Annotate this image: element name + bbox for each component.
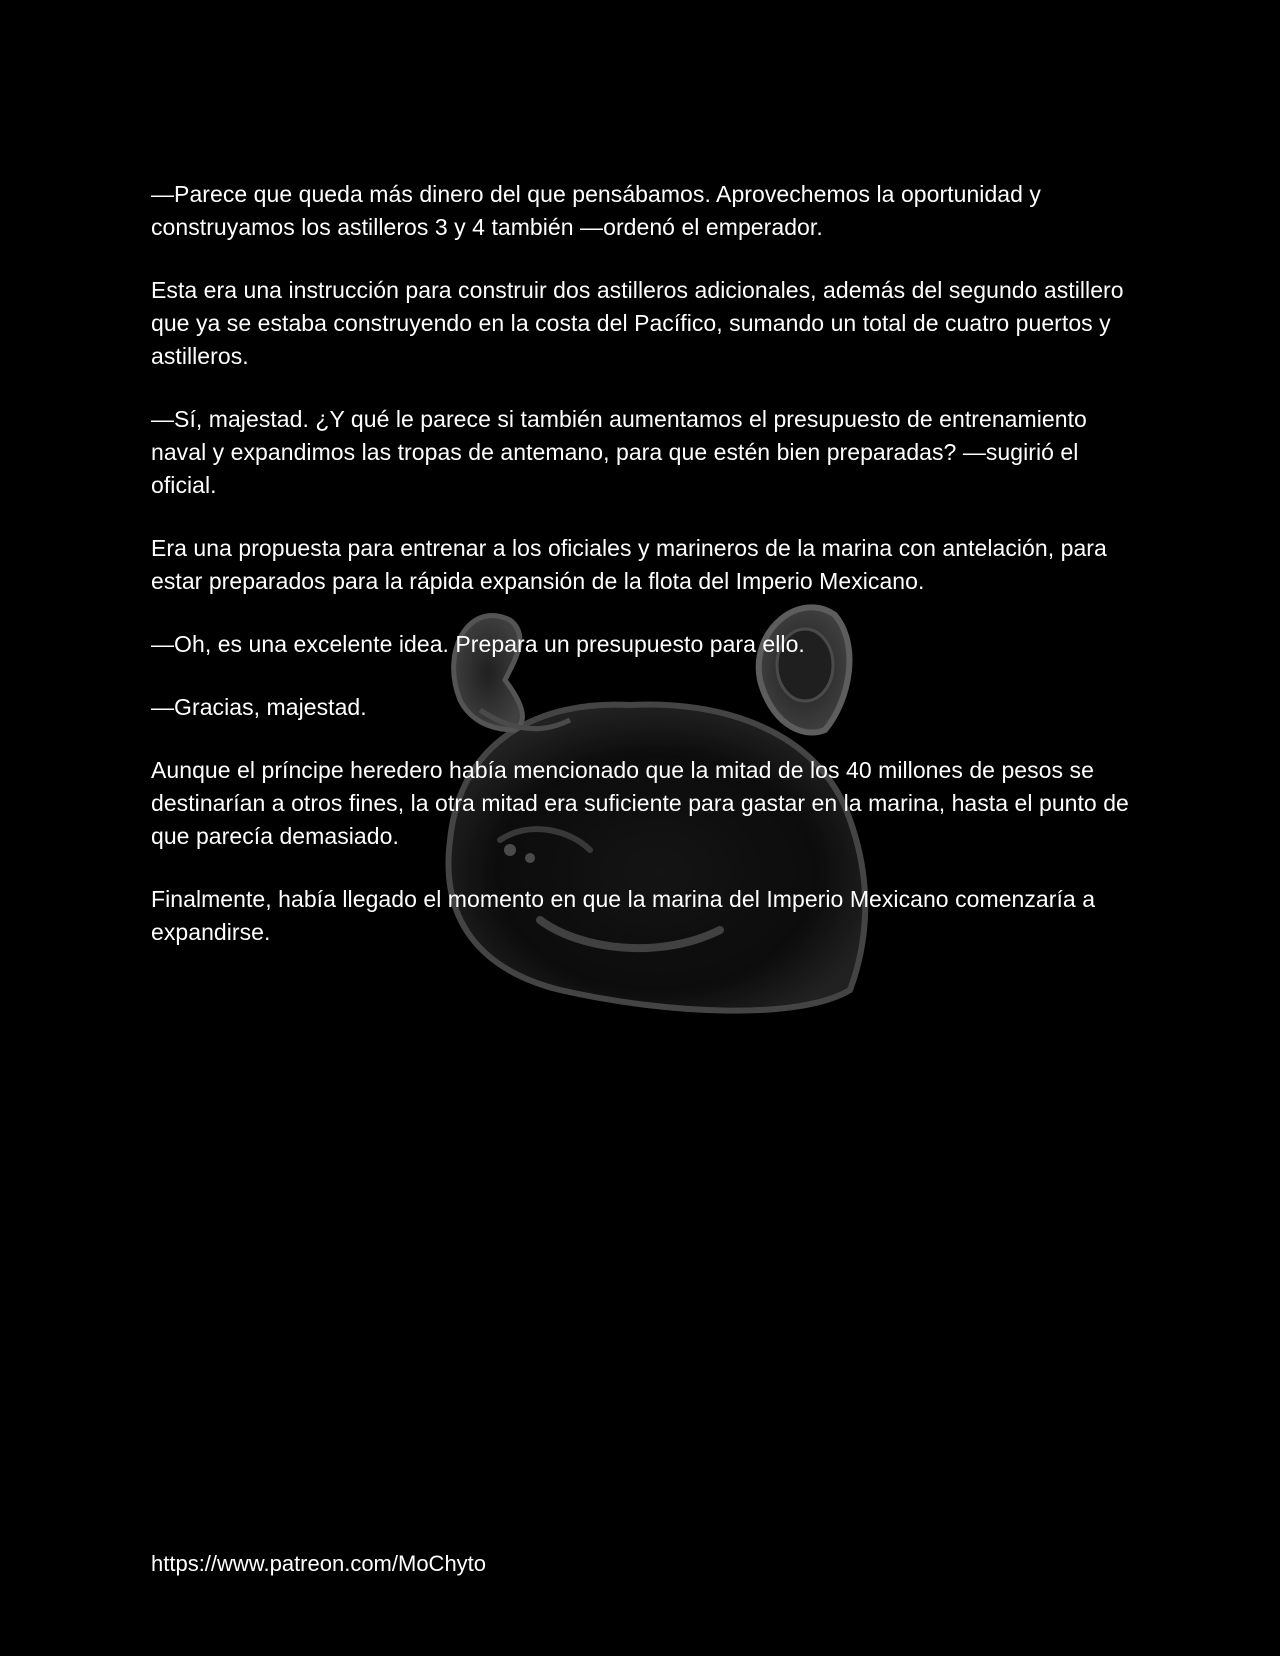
paragraph: Esta era una instrucción para construir dos astilleros adicionales, además del segundo astillero que ya se estaba construyendo en la costa del Pacífico, sumando un total de cuatro puertos y astilleros. <box>151 277 1124 369</box>
paragraph: —Gracias, majestad. <box>151 694 367 720</box>
paragraph: Era una propuesta para entrenar a los oficiales y marineros de la marina con antelación, para estar preparados para la rápida expansión de la flota del Imperio Mexicano. <box>151 535 1107 594</box>
paragraph: Finalmente, había llegado el momento en que la marina del Imperio Mexicano comenzaría a expandirse. <box>151 886 1096 945</box>
paragraph: —Sí, majestad. ¿Y qué le parece si también aumentamos el presupuesto de entrenamiento naval y expandimos las tropas de antemano, para que estén bien preparadas? —sugirió el oficial. <box>151 406 1087 498</box>
paragraph: —Oh, es una excelente idea. Prepara un presupuesto para ello. <box>151 631 805 657</box>
patreon-link[interactable]: https://www.patreon.com/MoChyto <box>151 1551 487 1576</box>
chapter-text <box>151 178 1136 979</box>
paragraph: Aunque el príncipe heredero había mencionado que la mitad de los 40 millones de pesos se destinarían a otros fines, la otra mitad era suficiente para gastar en la marina, hasta el punto de que parecía demasiado. <box>151 757 1129 849</box>
paragraph: —Parece que queda más dinero del que pensábamos. Aprovechemos la oportunidad y construyamos los astilleros 3 y 4 también —ordenó el emperador. <box>151 181 1041 240</box>
